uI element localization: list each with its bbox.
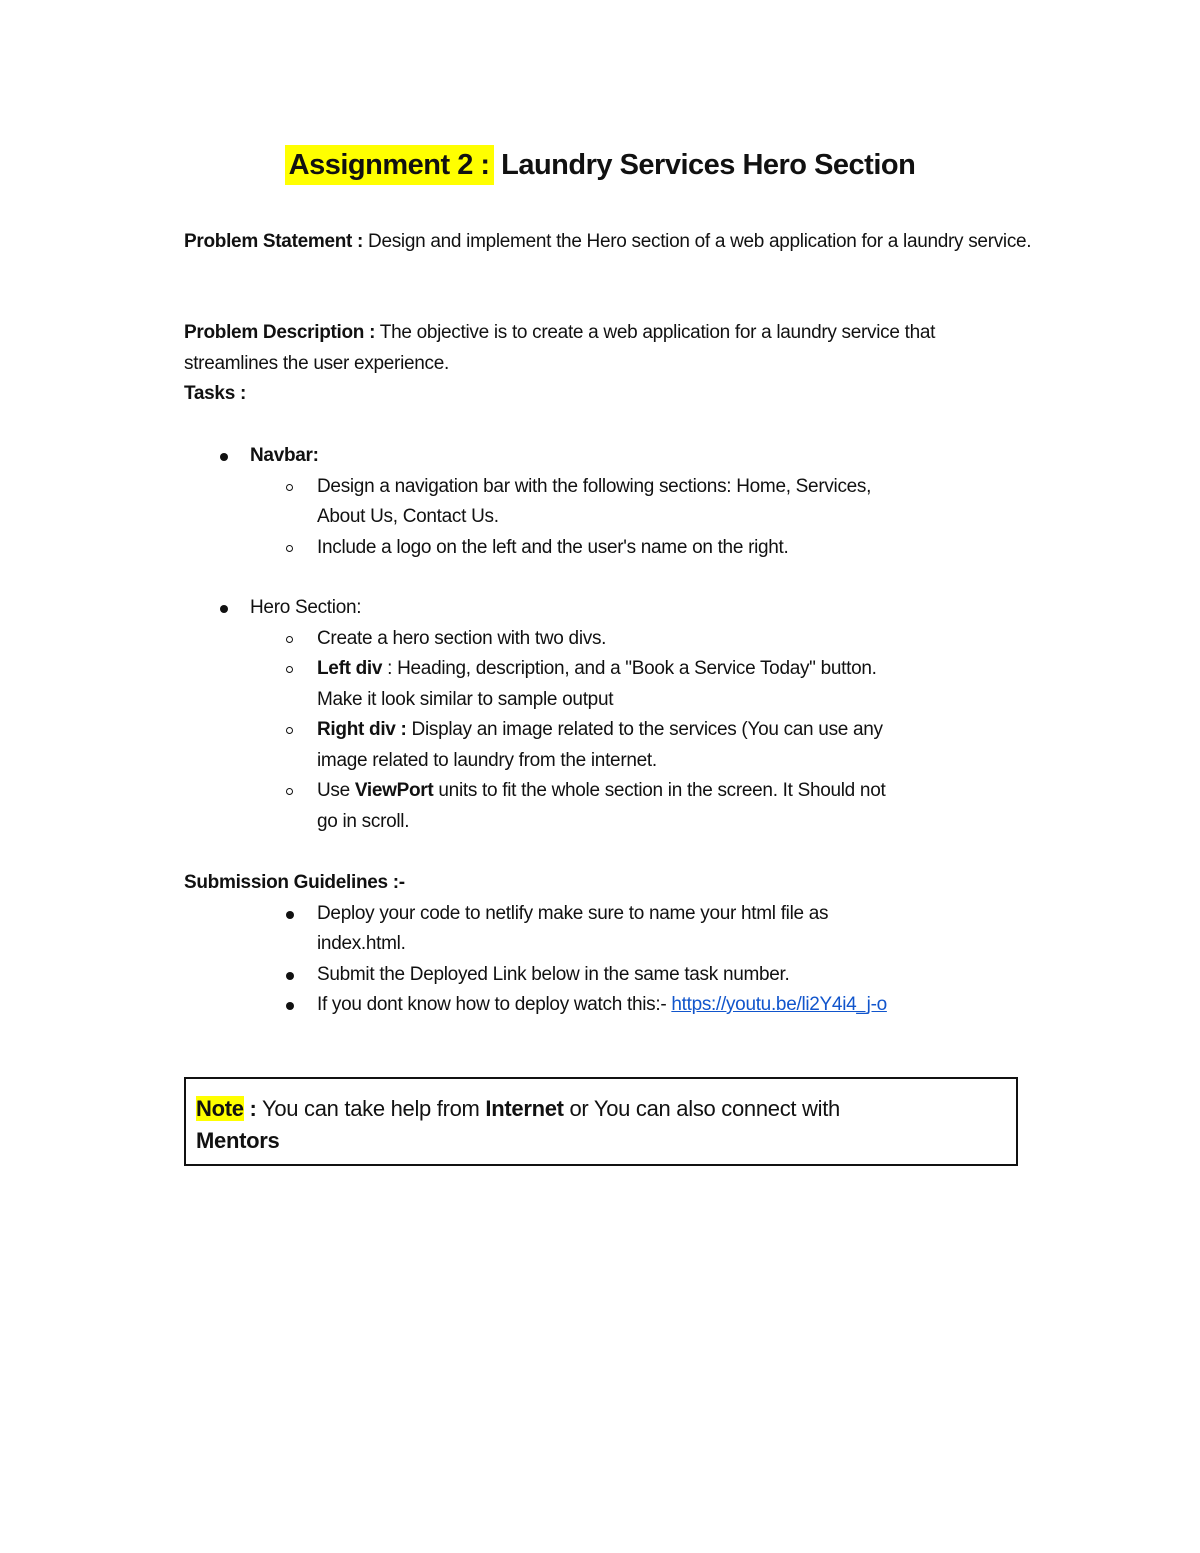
list-item — [184, 654, 1034, 685]
circle-bullet-icon — [286, 727, 293, 734]
submission-item-text: index.html. — [317, 933, 406, 954]
note-internet: Internet — [485, 1096, 564, 1121]
list-item — [184, 990, 1034, 1021]
deploy-video-link[interactable]: https://youtu.be/li2Y4i4_j-o — [671, 994, 887, 1015]
note-text: You can take help from — [256, 1096, 486, 1121]
note-label: Note — [196, 1096, 244, 1121]
submission-label: Submission Guidelines :- — [184, 872, 405, 893]
bullet-icon — [286, 1002, 294, 1010]
navbar-label: Navbar: — [250, 445, 319, 466]
list-item-continuation — [184, 929, 1034, 960]
circle-bullet-icon — [286, 636, 293, 643]
circle-bullet-icon — [286, 788, 293, 795]
problem-description-label: Problem Description : — [184, 322, 376, 343]
hero-item-text: go in scroll. — [317, 810, 410, 832]
hero-item-text: image related to laundry from the internet. — [317, 749, 657, 771]
list-item-continuation — [184, 746, 1034, 777]
list-item — [184, 472, 1034, 503]
hero-item-text: units to fit the whole section in the screen. It Should not — [433, 780, 886, 801]
navbar-item-text: Design a navigation bar with the following sections: Home, Services, — [317, 475, 872, 497]
note-separator: : — [243, 1096, 257, 1121]
list-item — [184, 776, 1034, 807]
bullet-icon — [286, 911, 294, 919]
hero-label: Hero Section: — [250, 597, 362, 618]
title-highlight: Assignment 2 : — [285, 145, 494, 185]
hero-item-text: Use — [317, 780, 355, 801]
hero-item-text: : Heading, description, and a "Book a Service Today" button. — [382, 658, 877, 679]
navbar-section — [184, 441, 1034, 563]
note-box — [184, 1077, 1018, 1166]
list-item — [184, 715, 1034, 746]
list-item — [184, 624, 1034, 655]
note-text: or You can also connect with — [563, 1096, 840, 1121]
hero-item-text: Display an image related to the services (You can use any — [406, 719, 883, 740]
list-item-continuation — [184, 807, 1034, 838]
hero-section — [184, 593, 1034, 837]
list-item — [184, 899, 1034, 930]
circle-bullet-icon — [286, 484, 293, 491]
problem-statement-text: Design and implement the Hero section of a web application for a laundry service. — [368, 231, 1032, 252]
submission-item-text: If you dont know how to deploy watch this:- — [317, 994, 672, 1015]
left-div-label: Left div — [317, 658, 383, 679]
submission-item-text: Submit the Deployed Link below in the same task number. — [317, 963, 790, 985]
navbar-item-text: Include a logo on the left and the user's name on the right. — [317, 536, 789, 558]
list-item — [184, 533, 1034, 564]
bullet-icon — [220, 605, 228, 613]
problem-description-text: The objective is to create a web application for a laundry service that streamlines the user experience. — [184, 322, 936, 374]
note-mentors: Mentors — [196, 1128, 280, 1153]
problem-statement — [184, 227, 1034, 258]
hero-item-text: Create a hero section with two divs. — [317, 627, 607, 649]
list-item — [184, 593, 1034, 624]
problem-statement-label: Problem Statement : — [184, 231, 364, 252]
problem-description — [184, 318, 984, 410]
navbar-item-text: About Us, Contact Us. — [317, 506, 499, 527]
circle-bullet-icon — [286, 545, 293, 552]
list-item — [184, 441, 1034, 472]
viewport-label: ViewPort — [354, 780, 434, 801]
tasks-label: Tasks : — [184, 383, 246, 404]
submission-section — [184, 868, 1034, 1021]
title-text: Laundry Services Hero Section — [501, 149, 916, 181]
circle-bullet-icon — [286, 666, 293, 673]
page-title — [0, 140, 1200, 190]
submission-item-text: Deploy your code to netlify make sure to name your html file as — [317, 902, 829, 924]
hero-item-text: Make it look similar to sample output — [317, 688, 614, 710]
list-item — [184, 960, 1034, 991]
right-div-label: Right div : — [317, 719, 407, 740]
list-item-continuation — [184, 502, 1034, 533]
bullet-icon — [286, 972, 294, 980]
list-item-continuation — [184, 685, 1034, 716]
bullet-icon — [220, 453, 228, 461]
